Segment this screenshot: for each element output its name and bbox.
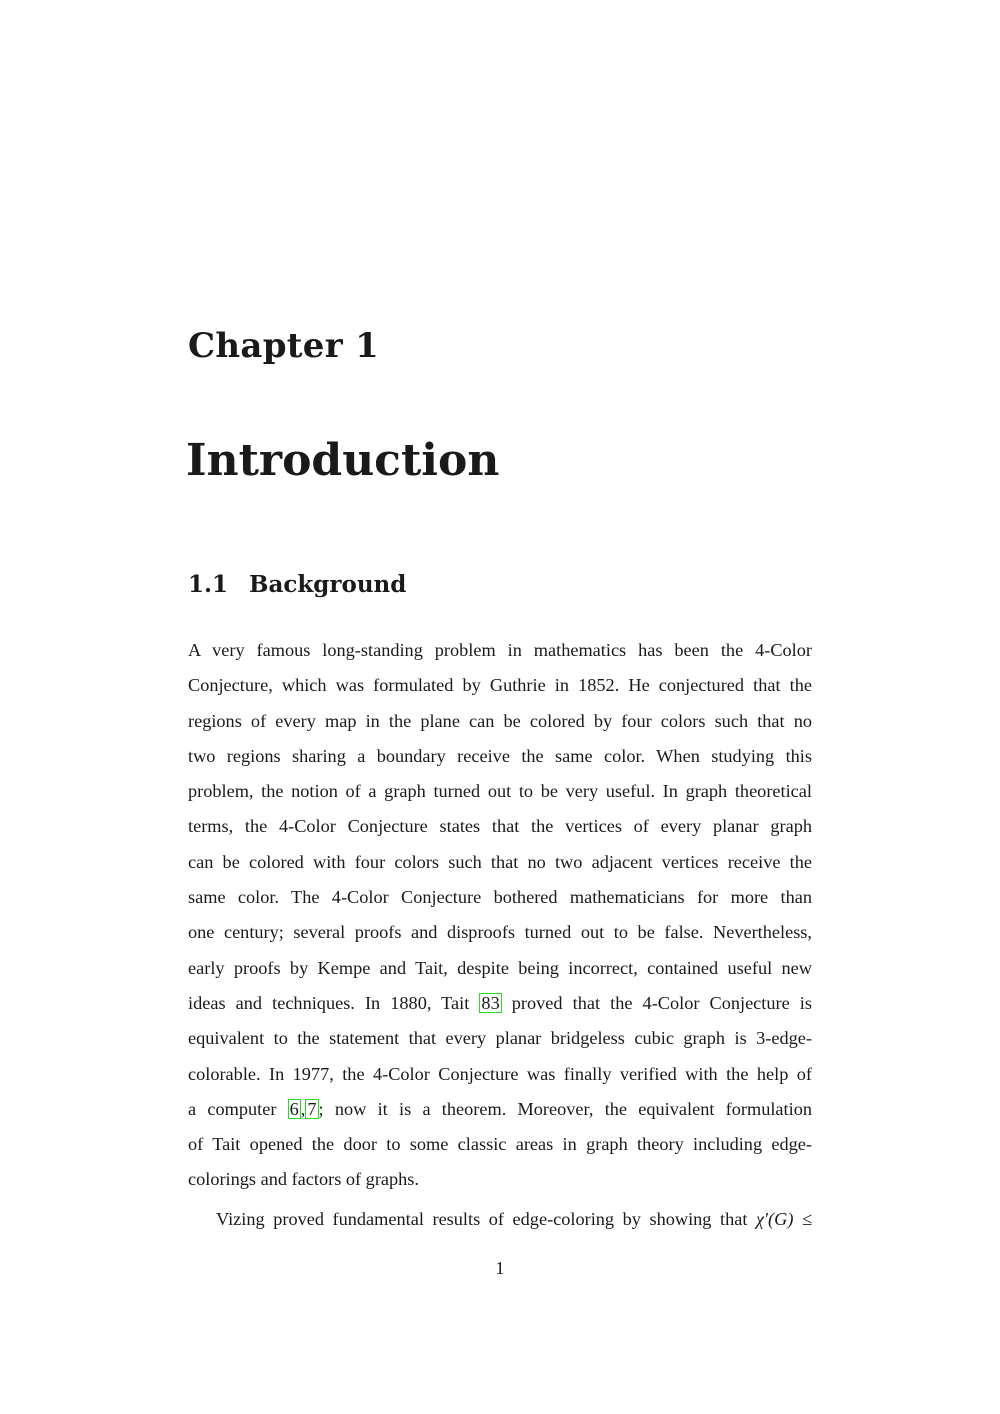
paragraph-line: of Tait opened the door to some classic areas in graph theory including edge- [188, 1134, 812, 1155]
paragraph-line: early proofs by Kempe and Tait, despite being incorrect, contained useful new [188, 957, 812, 978]
paragraph-line: problem, the notion of a graph turned out to be very useful. In graph theoretical [188, 781, 812, 802]
citation-link[interactable]: 83 [481, 992, 500, 1013]
vizing-paragraph [216, 1202, 812, 1237]
paragraph-line [216, 1202, 812, 1237]
section-title: Background [249, 571, 407, 598]
section-number: 1.1 [188, 571, 229, 598]
chapter-title: Introduction [186, 435, 500, 486]
section-heading [188, 571, 406, 598]
paragraph-line [188, 1092, 812, 1127]
citation-link[interactable]: 6 [289, 1098, 299, 1119]
math-expression: χ′(G) ≤ [755, 1209, 812, 1229]
line-text: a computer [188, 1098, 288, 1119]
paragraph-line: terms, the 4-Color Conjecture states that the vertices of every planar graph [188, 816, 812, 837]
paragraph-line: equivalent to the statement that every planar bridgeless cubic graph is 3-edge- [188, 1028, 812, 1049]
paragraph-line: A very famous long-standing problem in mathematics has been the 4-Color [188, 640, 812, 660]
page-number: 1 [495, 1258, 505, 1278]
paragraph-line: can be colored with four colors such that no two adjacent vertices receive the [188, 851, 812, 872]
citation-link[interactable]: 7 [307, 1098, 317, 1119]
line-text: Vizing proved fundamental results of edge-coloring by showing that [216, 1209, 756, 1229]
background-paragraph [188, 633, 812, 1198]
citation-separator: , [300, 1098, 306, 1119]
chapter-label: Chapter 1 [188, 326, 380, 366]
line-text: ; now it is a theorem. Moreover, the equivalent formulation [318, 1098, 812, 1119]
paragraph-line: one century; several proofs and disproofs turned out to be false. Nevertheless, [188, 922, 812, 943]
paragraph-line [188, 986, 812, 1021]
line-text: ideas and techniques. In 1880, Tait [188, 992, 480, 1013]
paragraph-line: colorings and factors of graphs. [188, 1169, 419, 1190]
line-text: proved that the 4-Color Conjecture is [501, 992, 812, 1013]
paragraph-line: regions of every map in the plane can be colored by four colors such that no [188, 710, 812, 731]
paragraph-line: two regions sharing a boundary receive the same color. When studying this [188, 745, 812, 766]
paragraph-line: Conjecture, which was formulated by Guthrie in 1852. He conjectured that the [188, 675, 812, 696]
paragraph-line: colorable. In 1977, the 4-Color Conjecture was finally verified with the help of [188, 1063, 812, 1084]
paragraph-line: same color. The 4-Color Conjecture bothered mathematicians for more than [188, 887, 812, 908]
